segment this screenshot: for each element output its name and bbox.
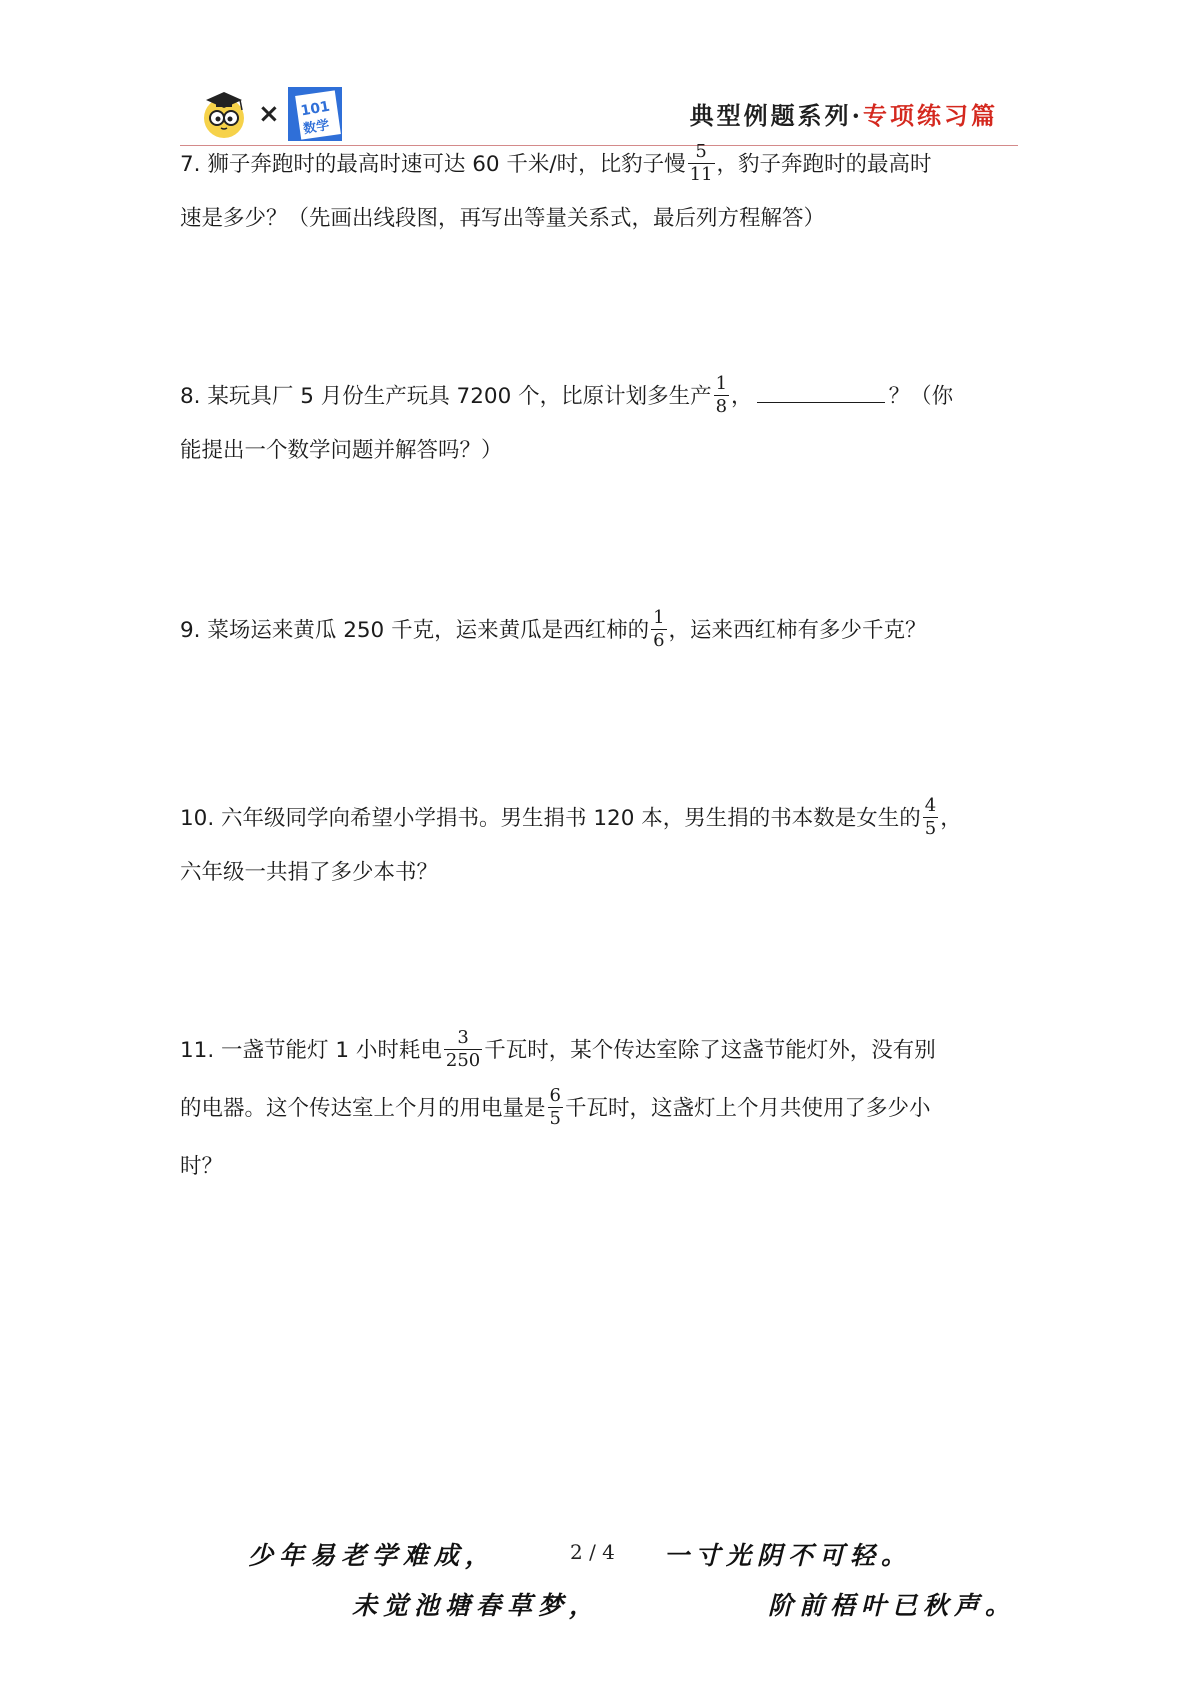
question-text: ，运来西红柿有多少千克？ (668, 618, 927, 643)
question-11-line-1 (180, 1024, 1018, 1078)
question-text: ， (940, 806, 962, 831)
question-11 (180, 1024, 1018, 1194)
fraction (548, 1084, 563, 1129)
question-9-line-1 (180, 604, 1018, 658)
book-logo-word: 数学 (302, 117, 331, 138)
question-number: 7. (180, 152, 201, 177)
question-number: 11. (180, 1038, 215, 1063)
fraction (688, 140, 715, 185)
fraction-denominator: 250 (445, 1049, 481, 1071)
footer-poem-line-1: 少年易老学难成， (248, 1541, 497, 1570)
fraction-denominator: 6 (653, 629, 665, 651)
fraction (714, 372, 729, 417)
question-text: 千瓦时，某个传达室除了这盏节能灯外，没有别 (484, 1038, 936, 1063)
fraction-numerator: 3 (457, 1026, 469, 1048)
page-header (180, 84, 1018, 144)
fraction-numerator: 4 (924, 794, 937, 816)
question-11-line-2 (180, 1082, 1018, 1136)
question-8-line-2: 能提出一个数学问题并解答吗？） (180, 438, 503, 463)
question-10 (180, 792, 1018, 900)
series-title (690, 96, 998, 131)
question-text: ，豹子奔跑时的最高时 (716, 152, 932, 177)
question-text: 的电器。这个传达室上个月的用电量是 (180, 1096, 546, 1121)
question-10-line-2: 六年级一共捐了多少本书？ (180, 860, 439, 885)
question-text: 千瓦时，这盏灯上个月共使用了多少小 (564, 1096, 931, 1121)
fraction-denominator: 8 (715, 395, 728, 417)
footer-poem-line-2: 一寸光阴不可轻。 (664, 1541, 913, 1570)
question-10-line-1 (180, 792, 1018, 846)
question-7-line-1 (180, 138, 1018, 192)
fraction-numerator: 1 (653, 606, 665, 628)
fraction-denominator: 5 (924, 817, 937, 839)
question-8 (180, 370, 1018, 478)
fraction (923, 794, 938, 839)
fraction-denominator: 11 (689, 163, 713, 185)
question-text: ？（你 (888, 384, 954, 409)
series-title-main: 典型例题系列· (689, 101, 863, 130)
page-number: 2 / 4 (570, 1540, 615, 1564)
question-text: ， (731, 384, 753, 409)
fraction-denominator: 5 (549, 1107, 561, 1129)
question-7-line-2: 速是多少？（先画出线段图，再写出等量关系式，最后列方程解答） (180, 206, 826, 231)
question-7 (180, 138, 1018, 246)
book-logo-number: 101 (299, 98, 331, 120)
question-8-line-1 (180, 370, 1018, 424)
footer-poem-line-4: 阶前梧叶已秋声。 (768, 1591, 1017, 1620)
question-text: 六年级同学向希望小学捐书。男生捐书 120 本，男生捐的书本数是女生的 (221, 806, 921, 831)
fraction-numerator: 1 (715, 372, 728, 394)
fraction (651, 606, 666, 651)
fraction (444, 1026, 482, 1071)
question-number: 9. (180, 618, 201, 643)
footer-poem-line-3: 未觉池塘春草梦， (352, 1591, 601, 1620)
question-text: 狮子奔跑时的最高时速可达 60 千米/时，比豹子慢 (207, 152, 686, 177)
fraction-numerator: 6 (549, 1084, 561, 1106)
times-symbol: × (258, 99, 280, 129)
question-number: 10. (180, 806, 215, 831)
question-text: 某玩具厂 5 月份生产玩具 7200 个，比原计划多生产 (207, 384, 712, 409)
brand-logos (198, 84, 344, 144)
question-text: 菜场运来黄瓜 250 千克，运来黄瓜是西红柿的 (207, 618, 650, 643)
fraction-numerator: 5 (695, 140, 707, 162)
answer-blank[interactable] (757, 382, 885, 403)
owl-logo-icon (198, 88, 250, 140)
question-text: 一盏节能灯 1 小时耗电 (221, 1038, 442, 1063)
question-9 (180, 604, 1018, 658)
question-number: 8. (180, 384, 201, 409)
question-11-line-3: 时？ (180, 1154, 224, 1179)
series-title-sub: 专项练习篇 (863, 101, 998, 130)
book-101-logo-icon (286, 85, 344, 143)
